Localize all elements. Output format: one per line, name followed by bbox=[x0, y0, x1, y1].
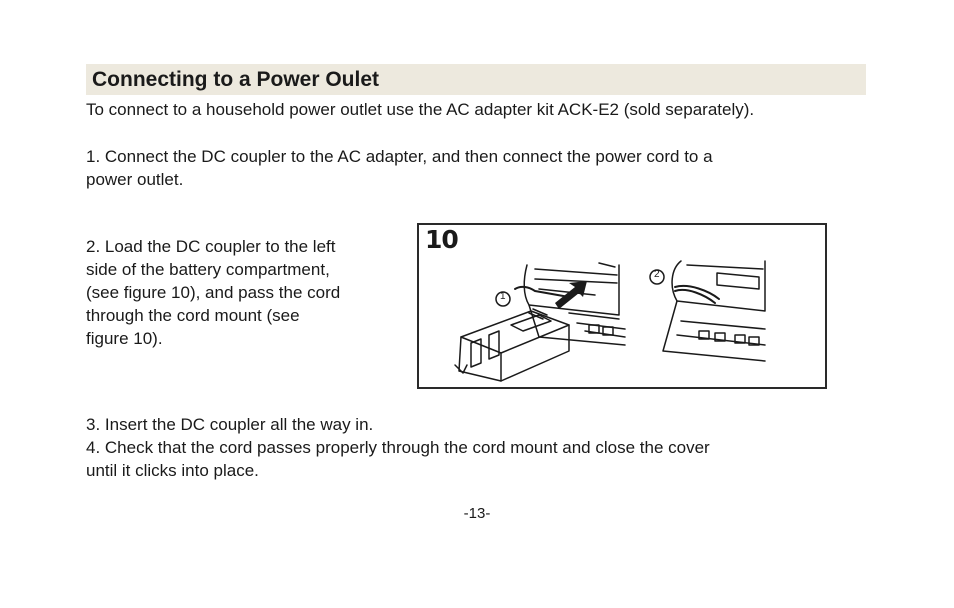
step-2 bbox=[86, 235, 340, 350]
step-1-line-1: 1. Connect the DC coupler to the AC adapter, and then connect the power cord to a bbox=[86, 147, 713, 166]
step-4-line-2: until it clicks into place. bbox=[86, 461, 259, 480]
section-title: Connecting to a Power Oulet bbox=[92, 68, 380, 91]
page-number: -13- bbox=[463, 505, 491, 522]
callout-1-label: 1 bbox=[500, 291, 506, 302]
step-3: 3. Insert the DC coupler all the way in. bbox=[86, 415, 374, 434]
step-4-line-1: 4. Check that the cord passes properly through the cord mount and close the cover bbox=[86, 438, 710, 457]
step-1-line-2: power outlet. bbox=[86, 170, 184, 189]
step-2-line-2: side of the battery compartment, bbox=[86, 260, 330, 279]
step-2-line-3: (see figure 10), and pass the cord bbox=[86, 283, 341, 302]
steps-3-4 bbox=[86, 413, 710, 482]
step-1 bbox=[86, 145, 713, 191]
step-2-line-5: figure 10). bbox=[86, 329, 163, 348]
step-2-line-1: 2. Load the DC coupler to the left bbox=[86, 237, 336, 256]
camera-battery-compartment-drawing bbox=[419, 225, 825, 387]
figure-number: 10 bbox=[425, 225, 458, 254]
callout-2-label: 2 bbox=[654, 269, 660, 280]
intro-paragraph: To connect to a household power outlet use the AC adapter kit ACK-E2 (sold separately). bbox=[86, 100, 755, 119]
step-2-line-4: through the cord mount (see bbox=[86, 306, 300, 325]
figure-10-illustration bbox=[417, 223, 827, 389]
